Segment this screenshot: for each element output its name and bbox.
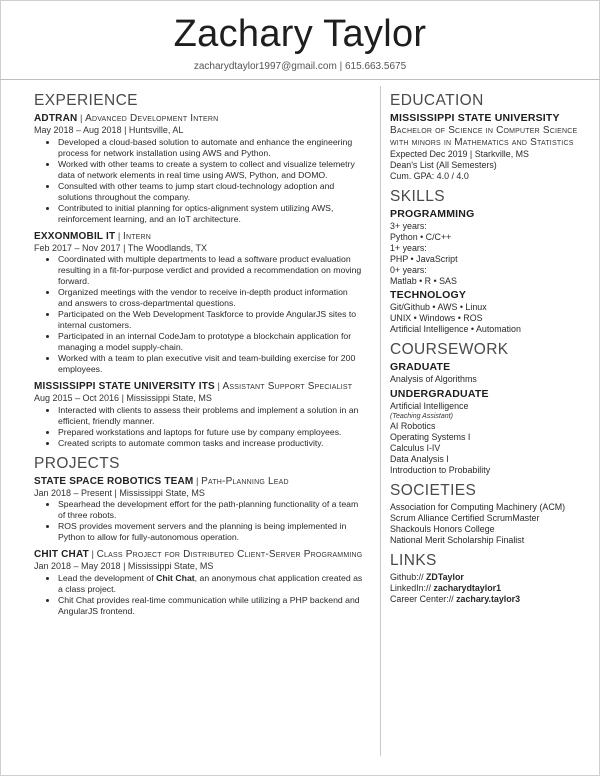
header-divider [0, 79, 600, 80]
entry-organization: CHIT CHAT [34, 549, 89, 560]
link-value[interactable]: zachary.taylor3 [456, 594, 521, 604]
course-item: Analysis of Algorithms [390, 374, 477, 384]
projects-entry [34, 548, 364, 617]
bullet-text: , an anonymous chat application created as a class project. [58, 572, 363, 594]
programming-experience-label: 0+ years: [390, 265, 427, 275]
entry-role: Path-Planning Lead [201, 475, 289, 487]
entry-bullets [34, 573, 364, 617]
entry-header [34, 112, 364, 125]
programming-experience-label: 3+ years: [390, 221, 427, 231]
entry-header [34, 475, 364, 488]
entry-role: Class Project for Distributed Client-Server Programming [96, 549, 363, 560]
link-row [390, 572, 590, 583]
link-value[interactable]: zacharydtaylor1 [433, 583, 502, 593]
links-title: LINKS [390, 552, 437, 569]
bullet-item: • Coordinated with multiple departments to lead a software product evaluation resulting in a fit-for-purpose verdict and provided a recommendation on moving forward. [58, 254, 364, 287]
bullet-item [58, 573, 364, 595]
bullet-item: • Participated in an internal CodeJam to prototype a blockchain application for managing a model supply-chain. [58, 331, 364, 353]
entry-organization: EXXONMOBIL IT [34, 230, 116, 242]
course-item: Operating Systems I [390, 432, 471, 442]
entry-role: Assistant Support Specialist [222, 381, 353, 392]
undergrad-list [390, 421, 590, 476]
bullet-item: • Participated on the Web Development Taskforce to provide AngularJS sites to internal customers. [58, 309, 364, 331]
bullet-item: • Chit Chat provides real-time communication while utilizing a PHP backend and AngularJS frontend. [58, 595, 364, 617]
experience-entry [34, 230, 364, 376]
link-row [390, 583, 590, 594]
bullet-item: • Created scripts to automate common tasks and increase productivity. [58, 438, 364, 449]
technology-item: Artificial Intelligence • Automation [390, 324, 521, 334]
society-item: National Merit Scholarship Finalist [390, 535, 525, 545]
bullet-item: • ROS provides movement servers and the planning is being implemented in Python to allow for fully-autonomous operation. [58, 521, 364, 543]
entry-dates-location: May 2018 – Aug 2018 | Huntsville, AL [34, 125, 184, 135]
link-label: LinkedIn:// [390, 583, 434, 593]
column-divider [380, 86, 381, 756]
technology-list [390, 302, 590, 335]
graduate-title: GRADUATE [390, 361, 451, 373]
technology-item: Git/Github • AWS • Linux [390, 302, 487, 312]
education-gpa: Cum. GPA: 4.0 / 4.0 [390, 171, 469, 181]
entry-separator: | [77, 112, 86, 123]
entry-header [34, 230, 364, 243]
programming-experience-label: 1+ years: [390, 243, 427, 253]
technology-title: TECHNOLOGY [390, 289, 467, 301]
entry-bullets [34, 254, 364, 375]
bullet-bold-text: Chit Chat [156, 572, 195, 583]
link-label: Github:// [390, 572, 427, 582]
entry-dates-location: Feb 2017 – Nov 2017 | The Woodlands, TX [34, 242, 207, 253]
entry-header [34, 380, 364, 393]
technology-item: UNIX • Windows • ROS [390, 313, 483, 323]
entry-bullets [34, 405, 364, 449]
links-list [390, 572, 590, 605]
programming-languages: PHP • JavaScript [390, 254, 458, 264]
bullet-text: Lead the development of [58, 572, 157, 583]
bullet-item: • Interacted with clients to assess their problems and implement a solution in an efficient, friendly manner. [58, 405, 364, 427]
programming-languages: Matlab • R • SAS [390, 276, 457, 286]
education-degree: Bachelor of Science in Computer Science with minors in Mathematics and Statistics [390, 125, 578, 148]
bullet-item: • Developed a cloud-based solution to automate and enhance the engineering process for network installation using AWS and Python. [58, 137, 364, 159]
candidate-name: Zachary Taylor [173, 13, 427, 55]
bullet-item: • Prepared workstations and laptops for future use by company employees. [58, 427, 364, 438]
skills-title: SKILLS [390, 188, 445, 205]
course-item: Artificial Intelligence [390, 401, 469, 411]
link-row [390, 594, 590, 605]
programming-title: PROGRAMMING [390, 208, 475, 220]
education-deans-list: Dean's List (All Semesters) [390, 160, 497, 170]
experience-entry [34, 112, 364, 225]
undergrad-title: UNDERGRADUATE [390, 388, 489, 400]
right-column [390, 92, 590, 605]
entry-dates-location: Jan 2018 – Present | Mississippi State, MS [34, 487, 205, 498]
bullet-item: • Consulted with other teams to jump start cloud-technology adoption and solutions throughout the company. [58, 181, 364, 203]
coursework-title: COURSEWORK [390, 341, 509, 358]
bullet-item: • Organized meetings with the vendor to receive in-depth product information and answers to cross-departmental questions. [58, 287, 364, 309]
entry-dates-location: Jan 2018 – May 2018 | Mississippi State, MS [34, 561, 214, 571]
left-column [34, 92, 364, 622]
link-value[interactable]: ZDTaylor [426, 572, 464, 582]
graduate-list [390, 374, 590, 385]
entry-bullets [34, 137, 364, 225]
education-school: MISSISSIPPI STATE UNIVERSITY [390, 112, 560, 124]
contact-info: zacharydtaylor1997@gmail.com | 615.663.5675 [193, 61, 407, 72]
projects-list [34, 475, 364, 617]
experience-title: EXPERIENCE [34, 92, 138, 109]
society-item: Scrum Alliance Certified ScrumMaster [390, 513, 540, 523]
entry-organization: ADTRAN [34, 113, 78, 124]
course-item: Calculus I-IV [390, 443, 441, 453]
entry-separator: | [115, 229, 123, 241]
entry-organization: STATE SPACE ROBOTICS TEAM [34, 475, 194, 487]
experience-entry [34, 380, 364, 449]
entry-header [34, 548, 364, 561]
entry-organization: MISSISSIPPI STATE UNIVERSITY ITS [34, 381, 215, 392]
entry-separator: | [193, 474, 202, 486]
teaching-assistant-note: (Teaching Assistant) [390, 413, 453, 420]
entry-separator: | [214, 380, 223, 391]
course-item: AI Robotics [390, 421, 436, 431]
entry-dates-location: Aug 2015 – Oct 2016 | Mississippi State, MS [34, 393, 212, 403]
society-item: Association for Computing Machinery (ACM) [390, 502, 566, 512]
bullet-item: • Spearhead the development effort for the path-planning functionality of a team of three robots. [58, 499, 364, 521]
projects-title: PROJECTS [34, 454, 120, 472]
societies-list [390, 502, 590, 546]
bullet-item: • Contributed to initial planning for optics-alignment system utilizing AWS, reinforcement learning, and an IoT architecture. [58, 203, 364, 225]
entry-separator: | [88, 548, 97, 559]
course-item: Data Analysis I [390, 454, 449, 464]
experience-list [34, 112, 364, 449]
education-expected: Expected Dec 2019 | Starkville, MS [390, 149, 529, 159]
entry-role: Advanced Development Intern [85, 113, 219, 124]
societies-title: SOCIETIES [390, 482, 477, 499]
programming-list [390, 221, 590, 287]
bullet-item: • Worked with other teams to create a system to collect and visualize telemetry data of network elements in real time using AWS, Python, and DOMO. [58, 159, 364, 181]
entry-role: Intern [122, 230, 152, 242]
course-item: Introduction to Probability [390, 465, 491, 475]
projects-entry [34, 475, 364, 544]
bullet-item: • Worked with a team to plan executive visit and team-building exercise for 200 employees. [58, 353, 364, 375]
programming-languages: Python • C/C++ [390, 232, 452, 242]
education-title: EDUCATION [390, 92, 484, 109]
link-label: Career Center:// [390, 594, 457, 604]
society-item: Shackouls Honors College [390, 524, 495, 534]
entry-bullets [34, 499, 364, 543]
